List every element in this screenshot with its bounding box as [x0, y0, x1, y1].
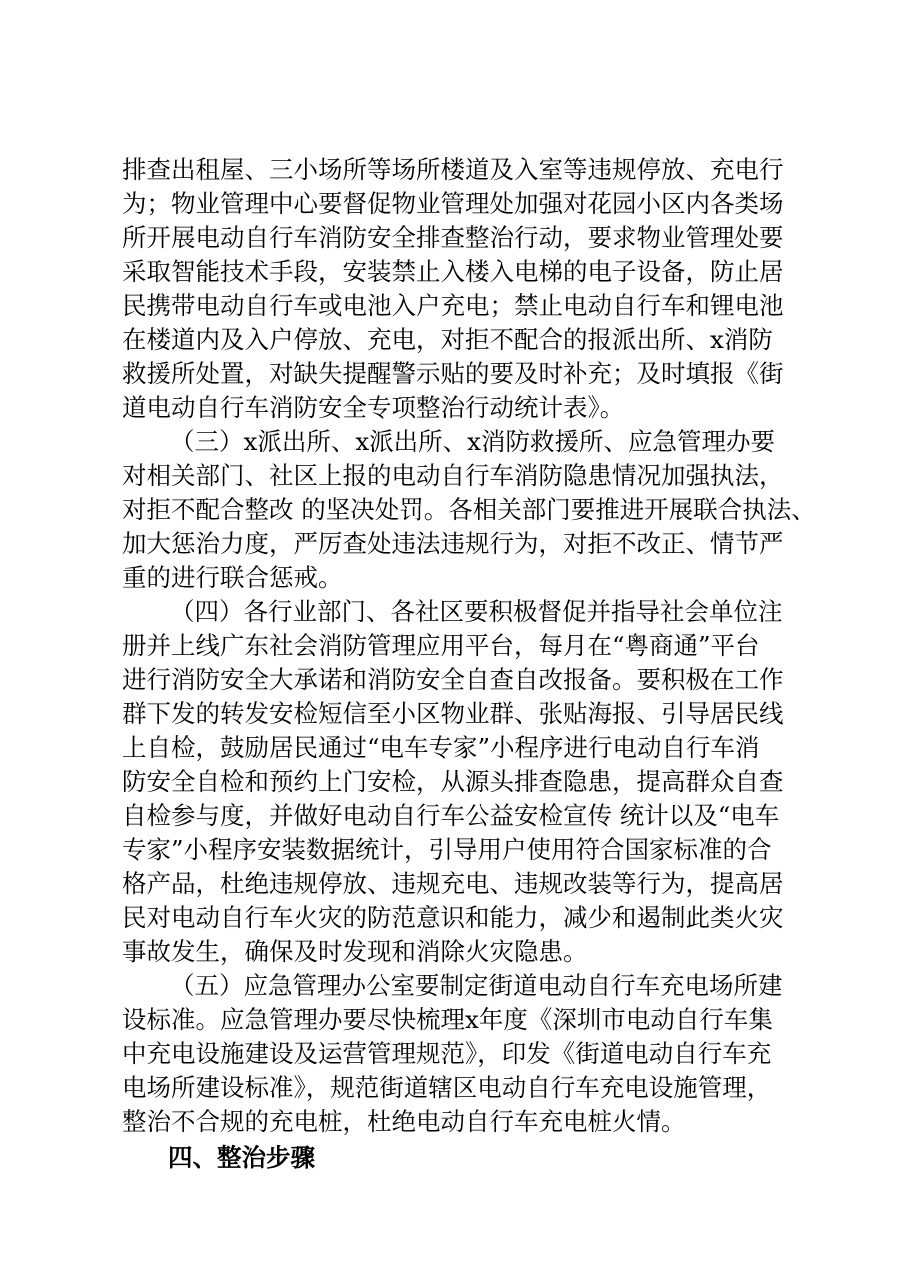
- text-line: 防安全自检和预约上门安检，从源头排查隐患，提高群众自查: [122, 767, 784, 796]
- text-line: 在楼道内及入户停放、充电，对拒不配合的报派出所、x消防: [122, 325, 773, 354]
- text-line: 进行消防安全大承诺和消防安全自查自改报备。要积极在工作: [122, 665, 784, 694]
- text-line: 电场所建设标准》，规范街道辖区电动自行车充电设施管理，: [122, 1073, 772, 1102]
- text-line: 册并上线广东社会消防管理应用平台，每月在“粤商通”平台: [122, 631, 760, 660]
- text-line: 重的进行联合惩戒。: [122, 563, 343, 592]
- text-line: 排查出租屋、三小场所等场所楼道及入室等违规停放、充电行: [122, 155, 784, 184]
- text-line: 为；物业管理中心要督促物业管理处加强对花园小区内各类场: [122, 189, 784, 218]
- text-line: （三）x派出所、x派出所、x消防救援所、应急管理办要: [170, 427, 775, 456]
- text-line: 中充电设施建设及运营管理规范》，印发《街道电动自行车充: [122, 1039, 772, 1068]
- text-line: 救援所处置，对缺失提醒警示贴的要及时补充；及时填报《街: [122, 359, 784, 388]
- text-line: 道电动自行车消防安全专项整治行动统计表》。: [122, 393, 625, 422]
- text-line: 对相关部门、社区上报的电动自行车消防隐患情况加强执法，: [122, 461, 784, 490]
- text-line: 事故发生，确保及时发现和消除火灾隐患。: [122, 937, 588, 966]
- text-line: 加大惩治力度，严厉查处违法违规行为，对拒不改正、情节严: [122, 529, 784, 558]
- text-line: 民对电动自行车火灾的防范意识和能力，减少和遏制此类火灾: [122, 903, 784, 932]
- text-line: 所开展电动自行车消防安全排查整治行动，要求物业管理处要: [122, 223, 784, 252]
- text-line: （四）各行业部门、各社区要积极督促并指导社会单位注: [170, 597, 783, 626]
- text-line: 专家”小程序安装数据统计，引导用户使用符合国家标准的合: [122, 835, 772, 864]
- text-line: 整治不合规的充电桩，杜绝电动自行车充电桩火情。: [122, 1107, 686, 1136]
- section-heading: 四、整治步骤: [168, 1143, 315, 1172]
- text-line: 上自检，鼓励居民通过“电车专家”小程序进行电动自行车消: [122, 733, 760, 762]
- text-line: 民携带电动自行车或电池入户充电；禁止电动自行车和锂电池: [122, 291, 784, 320]
- text-line: 采取智能技术手段，安装禁止入楼入电梯的电子设备，防止居: [122, 257, 784, 286]
- text-line: （五）应急管理办公室要制定街道电动自行车充电场所建: [170, 971, 783, 1000]
- text-line: 群下发的转发安检短信至小区物业群、张贴海报、引导居民线: [122, 699, 784, 728]
- text-line: 自检参与度，并做好电动自行车公益安检宣传 统计以及“电车: [122, 801, 780, 830]
- text-line: 设标准。应急管理办要尽快梳理x年度《深圳市电动自行车集: [122, 1005, 773, 1034]
- text-line: 格产品，杜绝违规停放、违规充电、违规改装等行为，提高居: [122, 869, 784, 898]
- text-line: 对拒不配合整改 的坚决处罚。各相关部门要推进开展联合执法、: [122, 495, 816, 524]
